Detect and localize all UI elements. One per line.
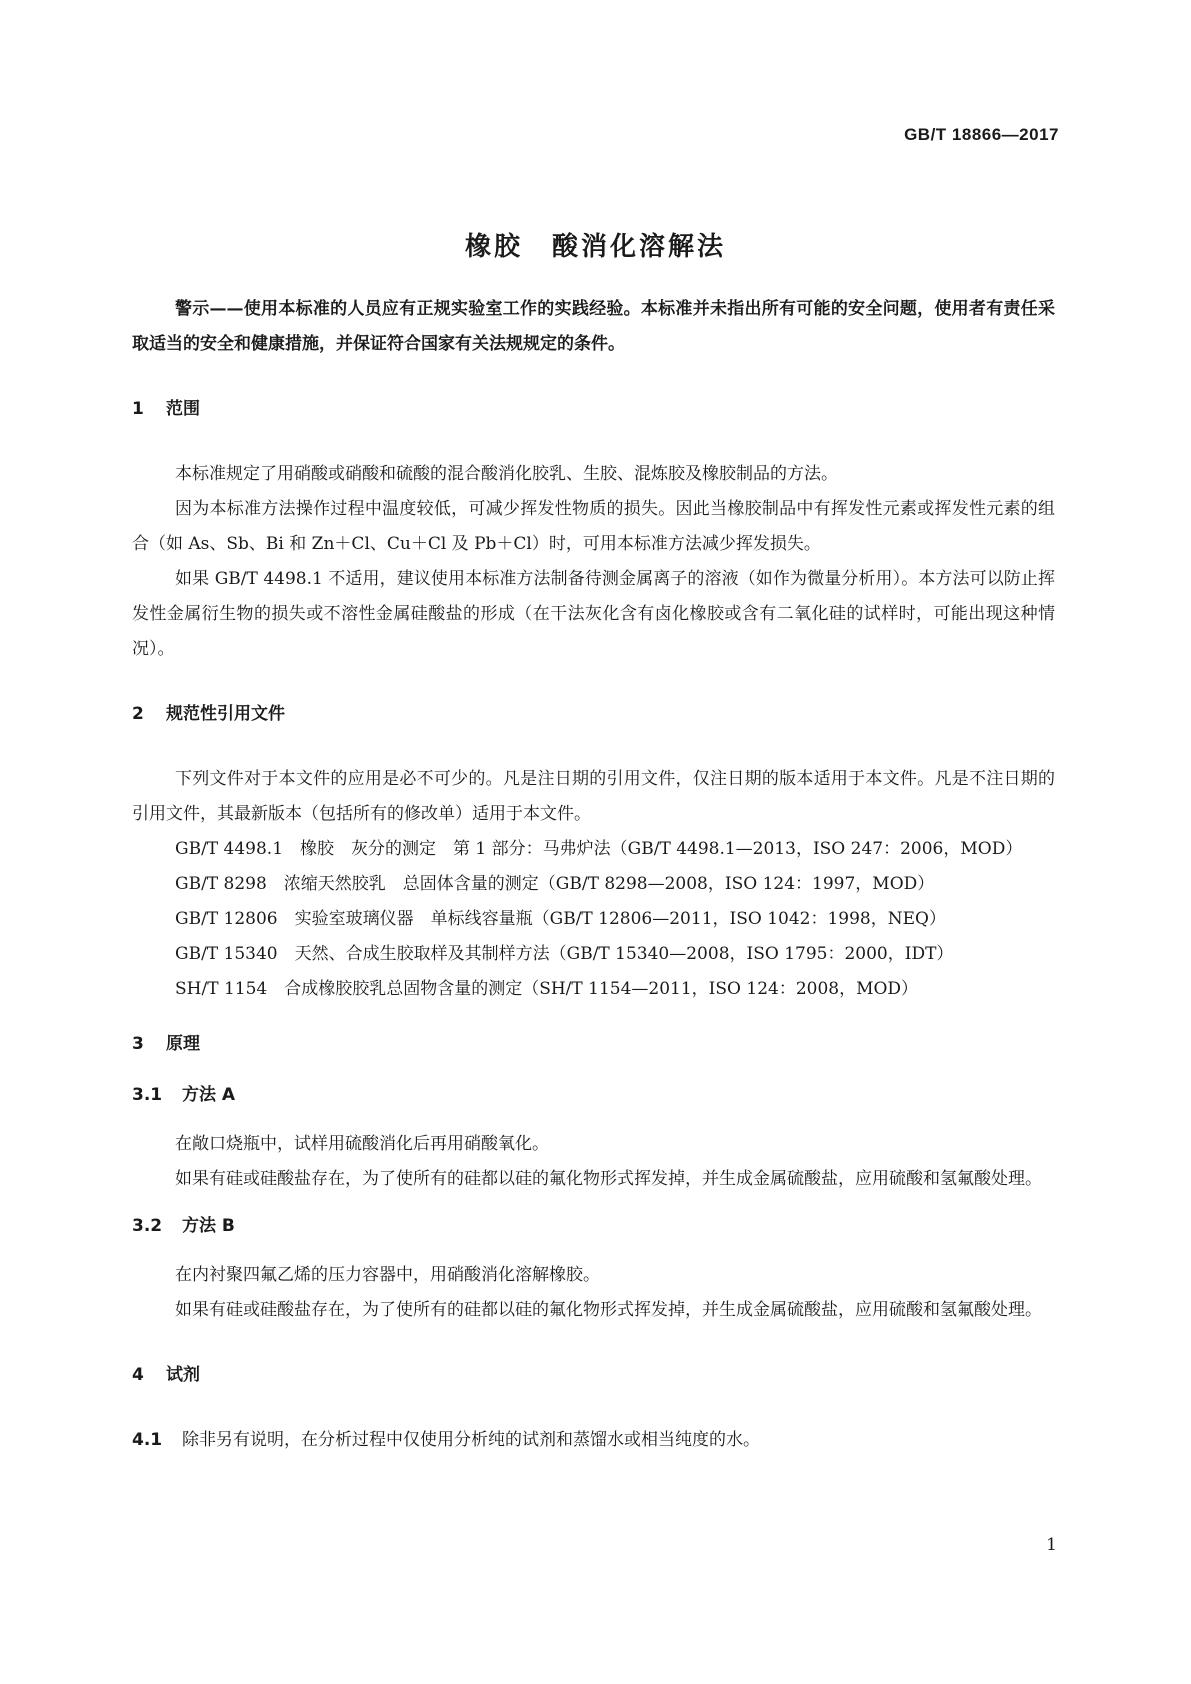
section-title: 原理 — [166, 1034, 200, 1054]
reference-item: GB/T 8298 浓缩天然胶乳 总固体含量的测定（GB/T 8298—2008，ISO 124：1997，MOD） — [175, 874, 935, 894]
reference-item: GB/T 4498.1 橡胶 灰分的测定 第 1 部分：马弗炉法（GB/T 4498.1—2013，ISO 247：2006，MOD） — [175, 839, 1023, 859]
section-title: 试剂 — [166, 1365, 200, 1385]
section-number: 2 — [132, 704, 144, 724]
warning-paragraph: 警示——使用本标准的人员应有正规实验室工作的实践经验。本标准并未指出所有可能的安全问题，使用者有责任采取适当的安全和健康措施，并保证符合国家有关法规规定的条件。 — [132, 299, 1055, 354]
section-1-heading — [132, 392, 1055, 427]
subsection-3-1-heading — [132, 1078, 1055, 1113]
clause-number: 4.1 — [132, 1430, 163, 1450]
reference-item: GB/T 15340 天然、合成生胶取样及其制样方法（GB/T 15340—2008，ISO 1795：2000，IDT） — [175, 944, 954, 964]
paragraph: 在敞口烧瓶中，试样用硫酸消化后再用硝酸氧化。 — [175, 1134, 549, 1154]
subsection-number: 3.2 — [132, 1216, 163, 1236]
section-title: 规范性引用文件 — [166, 704, 285, 724]
paragraph: 下列文件对于本文件的应用是必不可少的。凡是注日期的引用文件，仅注日期的版本适用于本文件。凡是不注日期的引用文件，其最新版本（包括所有的修改单）适用于本文件。 — [132, 769, 1055, 824]
section-3-heading — [132, 1027, 1055, 1062]
paragraph: 如果有硅或硅酸盐存在，为了使所有的硅都以硅的氟化物形式挥发掉，并生成金属硫酸盐，应用硫酸和氢氟酸处理。 — [175, 1169, 1042, 1189]
clause-4-1 — [132, 1423, 1055, 1458]
page-number: 1 — [1046, 1535, 1057, 1555]
section-number: 1 — [132, 399, 144, 419]
paragraph: 本标准规定了用硝酸或硝酸和硫酸的混合酸消化胶乳、生胶、混炼胶及橡胶制品的方法。 — [175, 464, 838, 484]
paragraph: 在内衬聚四氟乙烯的压力容器中，用硝酸消化溶解橡胶。 — [175, 1265, 600, 1285]
reference-item: SH/T 1154 合成橡胶胶乳总固物含量的测定（SH/T 1154—2011，ISO 124：2008，MOD） — [175, 979, 919, 999]
subsection-number: 3.1 — [132, 1085, 163, 1105]
section-4-heading — [132, 1358, 1055, 1393]
subsection-title: 方法 A — [182, 1085, 236, 1105]
section-title: 范围 — [166, 399, 200, 419]
document-title: 橡胶 酸消化溶解法 — [464, 232, 726, 262]
paragraph: 因为本标准方法操作过程中温度较低，可减少挥发性物质的损失。因此当橡胶制品中有挥发性元素或挥发性元素的组合（如 As、Sb、Bi 和 Zn＋Cl、Cu＋Cl 及 Pb＋Cl）时，可用本标准方法减少挥发损失。 — [132, 499, 1055, 554]
document-body — [132, 292, 1055, 1458]
reference-item: GB/T 12806 实验室玻璃仪器 单标线容量瓶（GB/T 12806—2011，ISO 1042：1998，NEQ） — [175, 909, 946, 929]
subsection-title: 方法 B — [182, 1216, 235, 1236]
section-2-heading — [132, 697, 1055, 732]
clause-text: 除非另有说明，在分析过程中仅使用分析纯的试剂和蒸馏水或相当纯度的水。 — [182, 1430, 760, 1450]
section-number: 4 — [132, 1365, 144, 1385]
paragraph: 如果有硅或硅酸盐存在，为了使所有的硅都以硅的氟化物形式挥发掉，并生成金属硫酸盐，应用硫酸和氢氟酸处理。 — [175, 1300, 1042, 1320]
standard-code: GB/T 18866—2017 — [904, 125, 1059, 144]
subsection-3-2-heading — [132, 1209, 1055, 1244]
paragraph: 如果 GB/T 4498.1 不适用，建议使用本标准方法制备待测金属离子的溶液（如作为微量分析用）。本方法可以防止挥发性金属衍生物的损失或不溶性金属硅酸盐的形成（在干法灰化含有卤化橡胶或含有二氧化硅的试样时，可能出现这种情况）。 — [132, 569, 1055, 659]
section-number: 3 — [132, 1034, 144, 1054]
